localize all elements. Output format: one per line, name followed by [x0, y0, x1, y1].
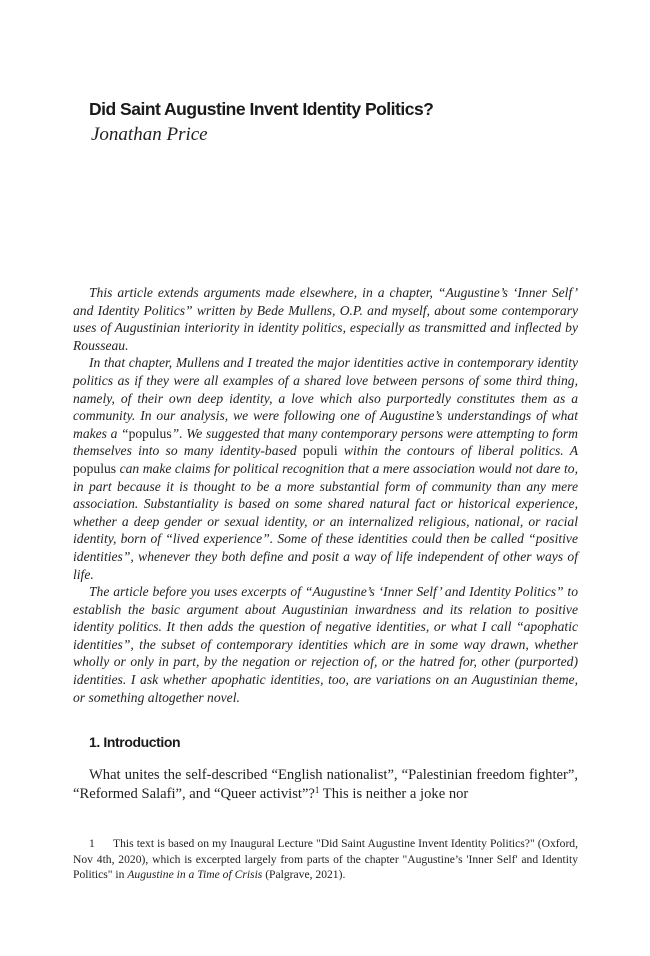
term-populi: populi: [302, 443, 338, 459]
abstract-text: In that chapter, Mullens and I treated the major identities active in contemporary identity politics as if they were all examples of a shared love between persons of some third thing, namely, of their own deep identity, a love which also purportedly constitutes them as a community. In our analysis, we were following one of Augustine’s understandings of what makes a “: [73, 355, 578, 441]
body-text: This is neither a joke nor: [319, 786, 469, 802]
abstract-paragraph-3: The article before you uses excerpts of “Augustine’s ‘Inner Self’ and Identity Politics” to establish the basic argument about Augustinian inwardness and its relation to positive identity politics. It then adds the question of negative identities, or what I call “apophatic identities”, the subset of contemporary identities which are in some way drawn, whether wholly or only in part, by the negation or rejection of, or the hatred for, other (purported) identities. I ask whether apophatic identities, too, are variations on an Augustinian theme, or something altogether novel.: [73, 584, 578, 705]
term-populus: populus: [73, 460, 117, 476]
abstract-text: can make claims for political recognition that a mere association would not dare to, in part because it is thought to be a more substantial form of community than any mere association. Substantiality is based on some shared natural fact or historical experience, whether a deep gender or sexual identity, or an internalized religious, national, or racial identity, born of “lived experience”. Some of these identities could then be called “positive identities”, whenever they both define and posit a way of life independent of other ways of life.: [73, 460, 578, 582]
footnote: [73, 836, 578, 883]
body-paragraph: [73, 766, 578, 804]
body-text: What unites the self-described “English nationalist”, “Palestinian freedom fighter”, “Reformed Salafi”, and “Queer activist”?: [73, 767, 578, 802]
author-name: Jonathan Price: [91, 124, 208, 145]
footnote-paragraph: [73, 836, 578, 883]
footnote-text: (Palgrave, 2021).: [262, 868, 346, 882]
footnote-text: This text is based on my Inaugural Lecture "Did Saint Augustine Invent Identity Politics?" (Oxford, Nov 4th, 2020), which is excerpted largely from parts of the chapter "Augustine’s 'Inner Self' and Identity Politics" in: [73, 837, 578, 882]
abstract-paragraph-2: [73, 354, 578, 583]
abstract-paragraph-1: This article extends arguments made elsewhere, in a chapter, “Augustine’s ‘Inner Self’ and Identity Politics” written by Bede Mullens, O.P. and myself, about some contemporary uses of Augustinian interiority in identity politics, especially as transmitted and inflected by Rousseau.: [73, 285, 578, 353]
abstract-text: within the contours of liberal politics. A: [337, 443, 578, 459]
abstract: [73, 284, 578, 706]
footnote-reference[interactable]: 1: [314, 785, 320, 795]
term-populus: populus: [128, 425, 172, 441]
section-heading: 1. Introduction: [89, 734, 181, 750]
paper-title: Did Saint Augustine Invent Identity Politics?: [89, 99, 434, 119]
introduction-text: [73, 766, 578, 804]
footnote-number: 1: [89, 837, 95, 850]
book-title: Augustine in a Time of Crisis: [127, 868, 263, 882]
abstract-text: ”. We suggested that many contemporary persons were attempting to form themselves into so many identity-based: [73, 425, 578, 459]
